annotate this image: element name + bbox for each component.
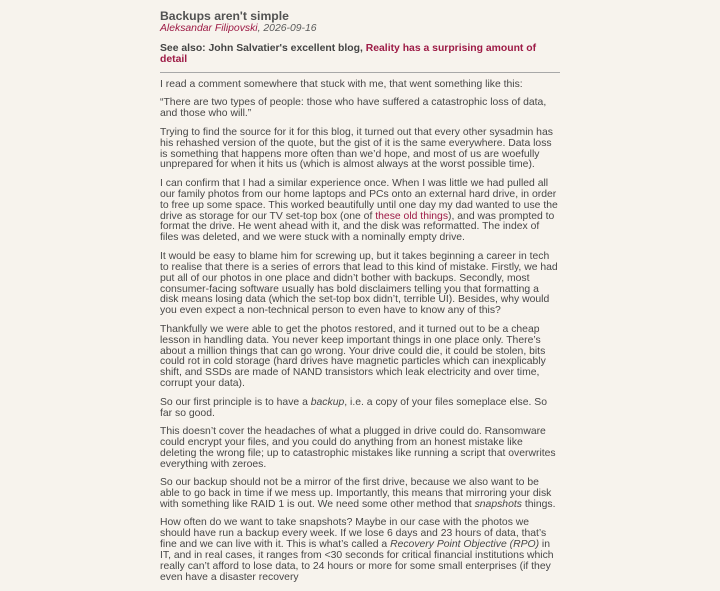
date-separator: , bbox=[257, 23, 264, 34]
paragraph-10-text-b: in IT, and in real cases, it ranges from <30 seconds for critical financial institutions which really can’t afford to lose data, to 24 hours or more for some small enterprises (if they even have a disaster recovery bbox=[160, 539, 554, 583]
article-date: 2026-09-16 bbox=[263, 23, 317, 34]
see-also-prefix: See also: John Salvatier's excellent blog, bbox=[160, 43, 366, 54]
paragraph-9-text-a: So our backup should not be a mirror of the first drive, because we also want to be able to go back in time if we mess up. Importantly, this means that mirroring your disk with something like RAID 1 is out. We need some other method that bbox=[160, 477, 552, 510]
paragraph-10-text-a: How often do we want to take snapshots? Maybe in our case with the photos we should have run a backup every week. If we lose 6 days and 23 hours of data, that’s fine and we can live with it. This is what’s called a bbox=[160, 517, 547, 551]
paragraph-2-quote: “There are two types of people: those who have suffered a catastrophic loss of data, and those who will.” bbox=[160, 97, 547, 120]
paragraph-1: I read a comment somewhere that stuck with me, that went something like this: bbox=[160, 79, 523, 90]
paragraph-9-text-b: things. bbox=[521, 498, 556, 510]
set-top-box-link[interactable]: these old things bbox=[375, 210, 449, 222]
snapshots-emphasis: snapshots bbox=[474, 498, 522, 510]
article-meta bbox=[160, 23, 560, 34]
paragraph-8: This doesn’t cover the headaches of what a plugged in drive could do. Ransomware could encrypt your files, and you could do anything from an honest mistake like deleting the wrong file; up to catastrophic mistakes like running a script that overwrites everything with zeroes. bbox=[160, 425, 556, 470]
article-title: Backups aren't simple bbox=[160, 9, 289, 23]
header-divider bbox=[160, 72, 560, 73]
backup-emphasis: backup bbox=[310, 396, 345, 408]
paragraph-4-text-a: I can confirm that I had a similar experience once. When I was little we had pulled all our family photos from our home laptops and PCs onto an external hard drive, in order to free up some space. This worked beautifully until one day my dad wanted to use the drive as storage for our TV set-top box (one of bbox=[160, 177, 558, 222]
paragraph-4 bbox=[160, 179, 560, 244]
paragraph-7-text-b: , i.e. a copy of your files someplace else. So far so good. bbox=[160, 396, 547, 419]
see-also-link[interactable]: Reality has a surprising amount of detail bbox=[160, 43, 537, 65]
paragraph-7-text-a: So our first principle is to have a bbox=[160, 396, 311, 408]
paragraph-7 bbox=[160, 398, 560, 420]
paragraph-5: It would be easy to blame him for screwing up, but it takes beginning a career in tech to realise that there is a series of errors that lead to this kind of mistake. Firstly, we had put all of our photos in one place and didn’t bother with backups. Secondly, most consumer-facing software usually has bold disclaimers telling you that formatting a disk means losing data (which the set-top box didn’t, terrible UI). Besides, why would you even expect a non-technical person to even have to know any of this? bbox=[160, 250, 558, 317]
see-also-line bbox=[160, 43, 560, 65]
paragraph-10 bbox=[160, 518, 560, 583]
rpo-emphasis: Recovery Point Objective (RPO) bbox=[390, 539, 540, 551]
paragraph-4-text-b: ), and was prompted to format the drive. He went ahead with it, and the disk was reformatted. The index of files was deleted, and we were stuck with a nominally empty drive. bbox=[160, 210, 555, 244]
article bbox=[160, 10, 560, 591]
paragraph-9 bbox=[160, 478, 560, 511]
author-link[interactable]: Aleksandar Filipovski bbox=[160, 23, 258, 34]
paragraph-3: Trying to find the source for it for this blog, it turned out that every other sysadmin has his rehashed version of the quote, but the gist of it is the same everywhere. Data loss is something that happens more often than we’d hope, and most of us are woefully unprepared for when it hits us (which is almost always at the worst possible time). bbox=[160, 126, 553, 171]
paragraph-6: Thankfully we were able to get the photos restored, and it turned out to be a cheap lesson in handling data. You never keep important things in one place only. There’s about a million things that can go wrong. Your drive could die, it could be stolen, bits could rot in cold storage (hard drives have magnetic particles which can inexplicably shift, and SSDs are made of NAND transistors which leak electricity and over time, corrupt your data). bbox=[160, 323, 546, 390]
